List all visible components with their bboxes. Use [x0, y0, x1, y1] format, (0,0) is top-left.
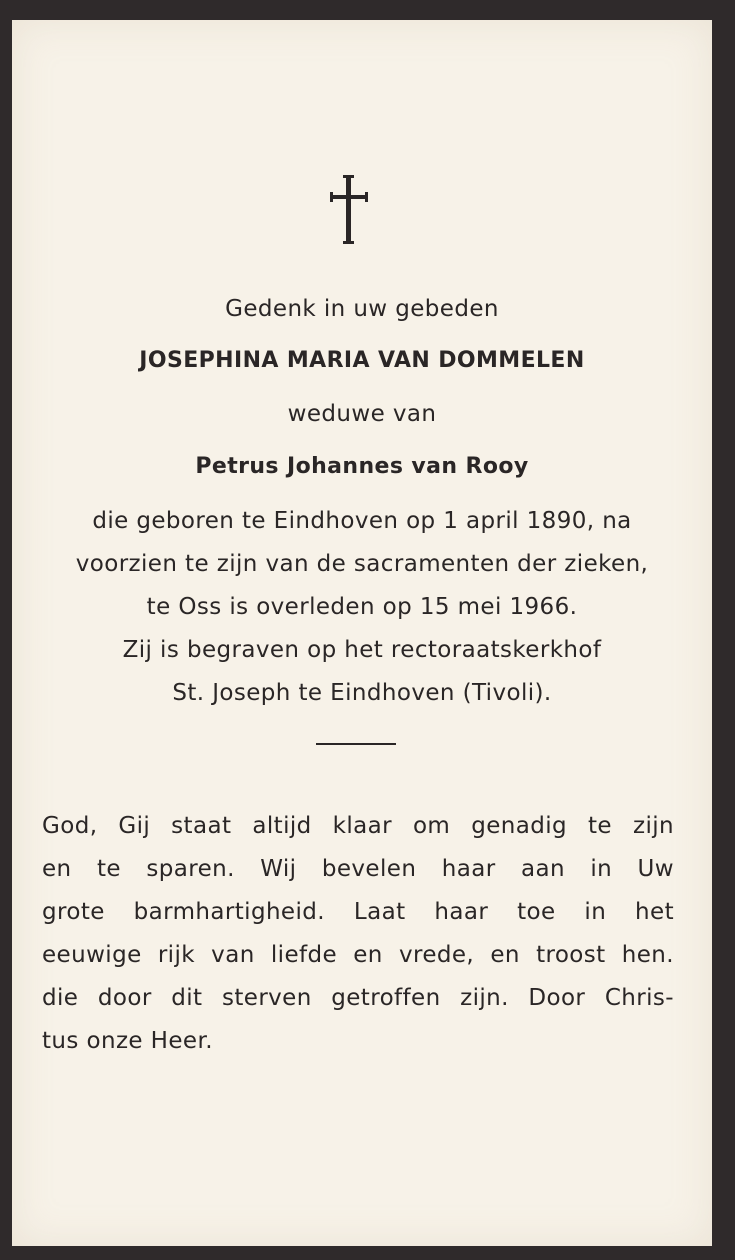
detail-line: voorzien te zijn van de sacramenten der zieken,	[75, 551, 649, 577]
relation-line: weduwe van	[287, 401, 437, 427]
detail-line: Zij is begraven op het rectoraatskerkhof	[122, 637, 602, 663]
detail-line: die geboren te Eindhoven op 1 april 1890, na	[92, 508, 632, 534]
detail-line: St. Joseph te Eindhoven (Tivoli).	[172, 680, 552, 706]
mourning-card	[12, 20, 712, 1246]
divider-rule	[316, 743, 396, 745]
prayer-line: en te sparen. Wij bevelen haar aan in Uw	[42, 856, 674, 882]
prayer-line: grote barmhartigheid. Laat haar toe in het	[42, 899, 674, 925]
intro-line: Gedenk in uw gebeden	[225, 296, 499, 322]
prayer-line: tus onze Heer.	[42, 1028, 213, 1054]
prayer-line: die door dit sterven getroffen zijn. Door Chris-	[42, 985, 674, 1011]
prayer-line: God, Gij staat altijd klaar om genadig te zijn	[42, 813, 674, 839]
deceased-name: JOSEPHINA MARIA VAN DOMMELEN	[139, 348, 585, 373]
spouse-name: Petrus Johannes van Rooy	[195, 454, 529, 479]
prayer-line: eeuwige rijk van liefde en vrede, en troost hen.	[42, 942, 674, 968]
cross-icon	[329, 175, 369, 245]
detail-line: te Oss is overleden op 15 mei 1966.	[146, 594, 578, 620]
